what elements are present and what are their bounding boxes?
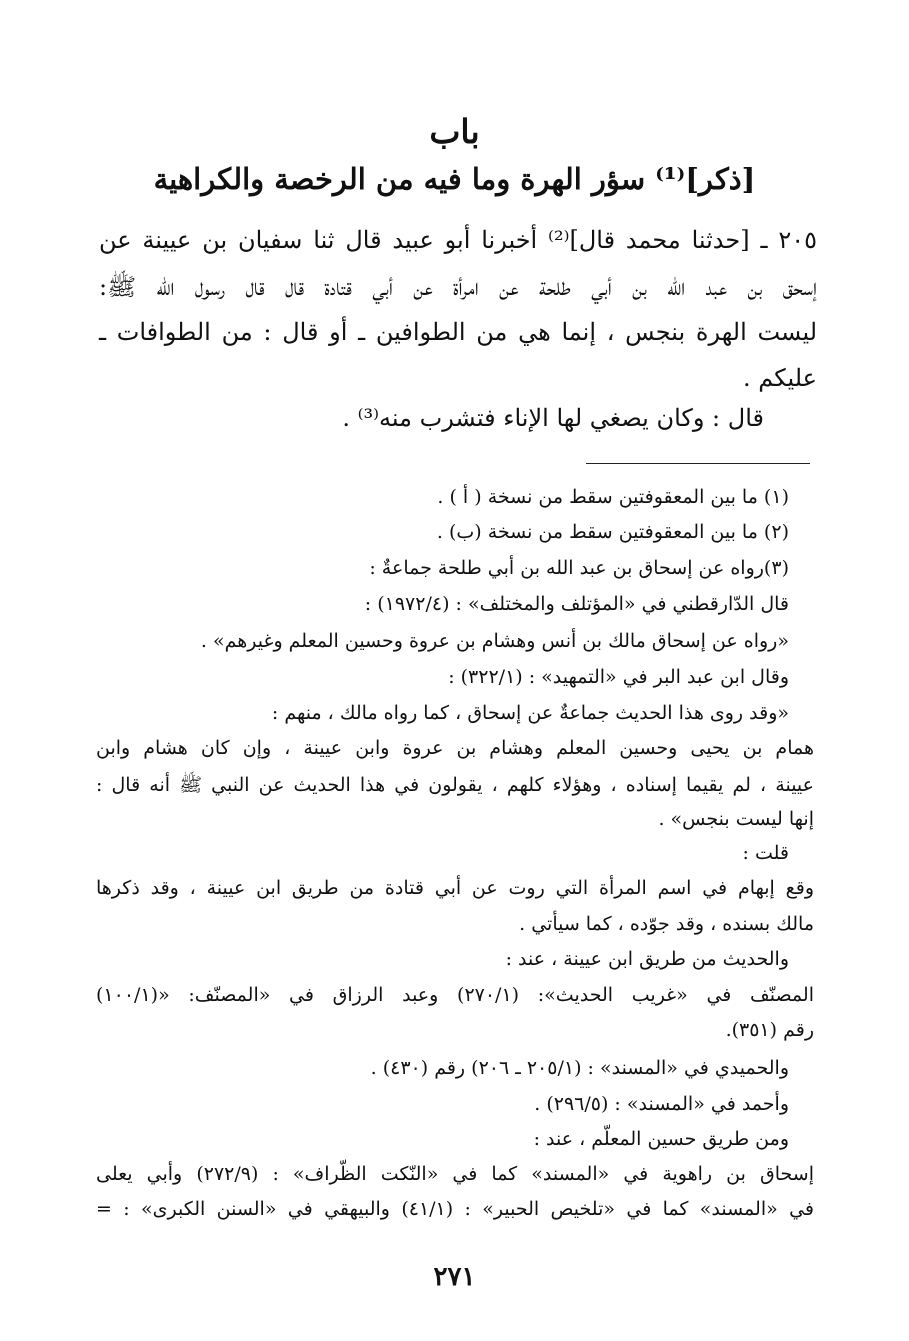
footnote-line: همام بن يحيى وحسين المعلم وهشام بن عروة وابن عيينة ، وإن كان هشام وابن bbox=[96, 737, 814, 759]
footnote-line: قال الدّارقطني في «المؤتلف والمختلف» : (١٩٧٢/٤) : bbox=[364, 593, 789, 615]
footnote-line: في «المسند» كما في «تلخيص الحبير» : (٤١/١) والبيهقي في «السنن الكبرى» : = bbox=[96, 1198, 814, 1220]
footnote-line: ومن طريق حسين المعلّم ، عند : bbox=[533, 1128, 789, 1150]
footnote-line: إسحاق بن راهوية في «المسند» كما في «النّكت الظّراف» : (٢٧٢/٩) وأبي يعلى bbox=[96, 1163, 814, 1185]
footnote-line: قلت : bbox=[742, 842, 789, 864]
hadith-line: ليست الهرة بنجس ، إنما هي من الطوافين ـ أو قال : من الطوافات ـ bbox=[99, 318, 818, 346]
footnote-line: (١) ما بين المعقوفتين سقط من نسخة ( أ ) . bbox=[437, 486, 789, 508]
footnote-line: وقع إبهام في اسم المرأة التي روت عن أبي قتادة من طريق ابن عيينة ، وقد ذكرها bbox=[96, 877, 814, 899]
chapter-heading: باب bbox=[429, 112, 480, 151]
footnote-line: المصنّف في «غريب الحديث»: (٢٧٠/١) وعبد الرزاق في «المصنّف: «(١٠٠/١) bbox=[96, 984, 814, 1006]
chapter-title: [ذكر]⁽¹⁾ سؤر الهرة وما فيه من الرخصة والكراهية bbox=[153, 162, 756, 196]
footnote-line: (٢) ما بين المعقوفتين سقط من نسخة (ب) . bbox=[436, 521, 789, 543]
footnote-line: رقم (٣٥١). bbox=[725, 1019, 814, 1041]
footnote-line: إنها ليست بنجس» . bbox=[658, 808, 814, 830]
hadith-line: عليكم . bbox=[743, 364, 817, 392]
footnote-line: والحديث من طريق ابن عيينة ، عند : bbox=[505, 948, 789, 970]
footnote-line: «رواه عن إسحاق مالك بن أنس وهشام بن عروة وحسين المعلم وغيرهم» . bbox=[200, 630, 789, 652]
footnote-divider bbox=[586, 463, 810, 464]
footnote-line: «وقد روى هذا الحديث جماعةٌ عن إسحاق ، كما رواه مالك ، منهم : bbox=[271, 702, 789, 724]
footnote-line: وأحمد في «المسند» : (٢٩٦/٥) . bbox=[534, 1093, 789, 1115]
page-number: ٢٧١ bbox=[433, 1262, 476, 1292]
footnote-line: (٣)رواه عن إسحاق بن عبد الله بن أبي طلحة جماعةٌ : bbox=[369, 557, 789, 579]
footnote-line: والحميدي في «المسند» : (٢٠٥/١ ـ ٢٠٦) رقم (٤٣٠) . bbox=[370, 1057, 789, 1079]
footnote-line: عيينة ، لم يقيما إسناده ، وهؤلاء كلهم ، يقولون في هذا الحديث عن النبي ﷺ أنه قال : bbox=[96, 774, 814, 796]
footnote-line: مالك بسنده ، وقد جوّده ، كما سيأتي . bbox=[519, 913, 814, 935]
footnote-line: وقال ابن عبد البر في «التمهيد» : (٣٢٢/١) : bbox=[448, 666, 789, 688]
hadith-note-line: قال : وكان يصغي لها الإناء فتشرب منه⁽³⁾ . bbox=[342, 404, 764, 432]
hadith-line: إسحق بن عبد الله بن أبي طلحة عن امرأة عن أبي قتادة قال قال رسول الله ﷺ: bbox=[99, 273, 817, 301]
hadith-line: ٢٠٥ ـ [حدثنا محمد قال]⁽²⁾ أخبرنا أبو عبيد قال ثنا سفيان بن عيينة عن bbox=[99, 226, 817, 254]
